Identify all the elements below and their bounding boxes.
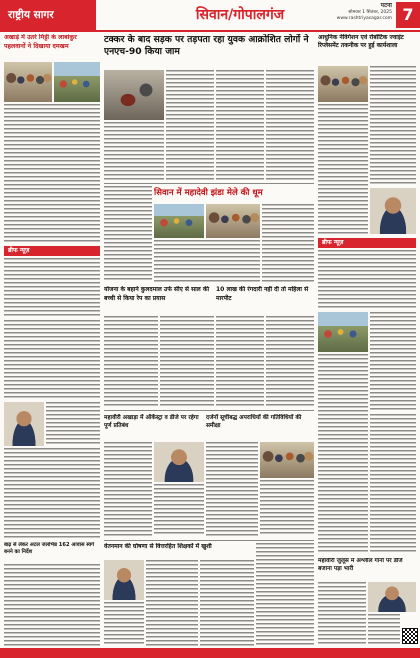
story-bottom-right-body <box>256 543 314 646</box>
story-s2-body-0 <box>104 122 164 180</box>
photo-s7 <box>154 442 204 482</box>
story-s6-body-2 <box>266 316 314 406</box>
photo-workshop <box>318 66 368 102</box>
story-s11-body-1 <box>318 582 366 646</box>
paper-name: राष्ट्रीय सागर <box>0 0 96 30</box>
brief-news-left: ब्रीफ न्यूज़ <box>4 246 100 256</box>
headline-s10: वेतनमान की घोषणा से वित्तरहित शिक्षकों में खुशी <box>104 543 212 550</box>
brief-news-right: ब्रीफ न्यूज़ <box>318 238 416 248</box>
story-s3-body-1 <box>370 66 416 186</box>
photo-left-mid <box>4 402 44 446</box>
divider-bottom <box>104 540 314 541</box>
divider-lower <box>104 410 314 411</box>
story-s5-body-1 <box>104 316 158 406</box>
divider-mid <box>104 183 314 184</box>
story-s7-body-2 <box>154 484 204 536</box>
story-s8-body-1 <box>206 442 258 536</box>
story-s5-body-2 <box>160 316 214 406</box>
qr-code-icon <box>402 628 418 644</box>
story-s2-body-2 <box>216 70 264 180</box>
date: सोमवार 1 सितंबर, 2025 <box>348 10 392 15</box>
photo-right-mid <box>318 312 368 352</box>
photo-mela-2 <box>206 204 260 238</box>
page-number: 7 <box>396 2 420 28</box>
city: पटना <box>380 2 392 9</box>
photo-s11 <box>368 582 416 612</box>
brief-right-body-4 <box>370 414 416 554</box>
photo-mela-1 <box>154 204 204 238</box>
brief-right-body-2 <box>370 312 416 412</box>
photo-accident <box>104 70 164 120</box>
footer-strip <box>0 648 420 658</box>
story-s1-body <box>4 104 100 244</box>
story-mid-left-body-2 <box>104 258 152 282</box>
website: www.rashtriyasagar.com <box>336 16 392 21</box>
photo-s10 <box>104 560 144 600</box>
story-s4-body-1 <box>262 204 314 282</box>
brief-right-body-1 <box>318 250 416 310</box>
headline-s8: दर्जनों सूचीबद्ध अपराधियों की गतिविधियों की समीक्षा <box>206 415 302 429</box>
story-s8-body-2 <box>260 480 314 536</box>
brief-left-body-3 <box>46 402 100 446</box>
headline-s2: टक्कर के बाद सड़क पर तड़पता रहा युवक आक्रोशित लोगों ने एनएच-90 किया जाम <box>104 34 309 57</box>
story-s4-body-2 <box>154 240 260 282</box>
story-s11-body-2 <box>368 614 400 646</box>
headline-s5: योजना के बहाने कुलदमाल उर्फ सीए से साल की बच्ची से किया रेप का प्रयास <box>104 286 209 302</box>
headline-s1: अखाड़े में उतरे मिट्टी के लाबांकुर पहलवानों ने दिखाया दमखम <box>4 34 77 50</box>
brief-left-body-4 <box>4 448 100 538</box>
headline-s4: सिवान में महादेवी झंडा मेले की धूम <box>154 188 263 198</box>
headline-s6: 10 लाख की रंगदारी नहीं दी तो महिला से मारपीट <box>216 286 309 302</box>
headline-s9: बाढ़ से लेकर अटल जलभिन्न 162 आवास स्वर्ग बनने का निर्देश <box>4 542 95 555</box>
photo-right-top <box>370 188 416 234</box>
story-s2-body-3 <box>266 70 314 180</box>
story-s10-body-1 <box>146 560 198 646</box>
masthead-meta <box>332 2 392 28</box>
brief-right-body-3 <box>318 354 368 554</box>
story-s2-body-1 <box>166 70 214 180</box>
photo-akhara <box>54 62 100 102</box>
section-title: सिवान/गोपालगंज <box>195 7 285 23</box>
story-s7-body-1 <box>104 442 152 536</box>
story-s6-body-1 <box>216 316 264 406</box>
story-s3-body-2 <box>318 104 368 234</box>
brief-left-body-1 <box>4 258 100 318</box>
story-s10-body-2 <box>200 560 254 646</box>
brief-left-body-2 <box>4 320 100 400</box>
photo-s8 <box>260 442 314 478</box>
story-s9-body <box>4 564 100 646</box>
photo-wrestlers <box>4 62 52 102</box>
masthead-rule <box>0 30 420 32</box>
headline-s7: महावीरी अखाड़ा में ऑर्केस्ट्रा व डीजे पर रहेगा पूर्ण प्रतिबंध <box>104 415 199 429</box>
story-s10-body-0 <box>104 602 144 646</box>
headline-s11: महावीरी जुलूस में अश्लील गानों पर डीजे बजाना पड़ा भारी <box>318 558 403 572</box>
story-mid-left-body <box>104 186 152 256</box>
headline-s3: आधुनिक नेविगेशन एवं रोबोटिक ज्वाइंट रिप्लेसमेंट तकनीक पर हुई कार्यशाला <box>318 34 404 49</box>
